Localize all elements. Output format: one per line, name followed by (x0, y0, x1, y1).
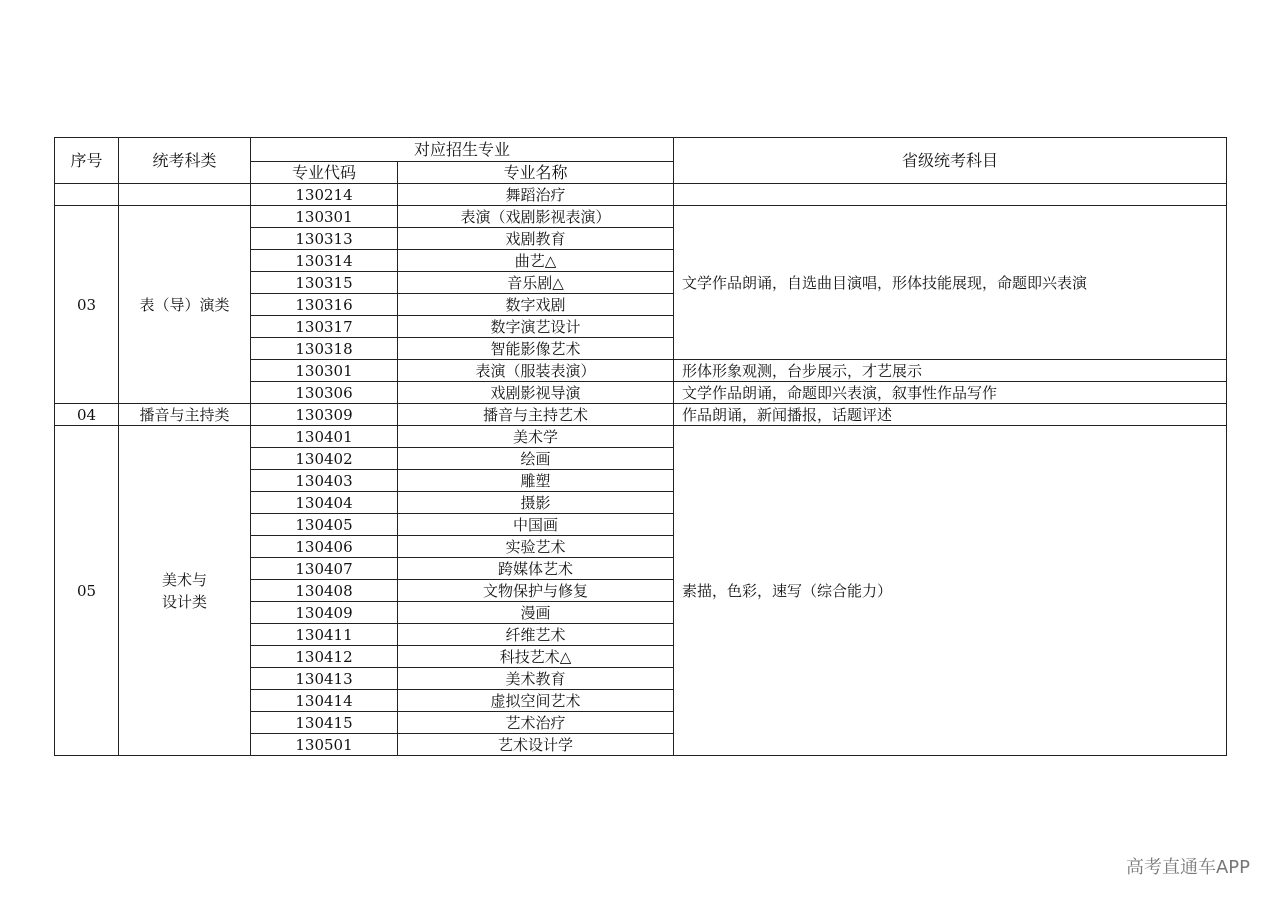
major-name: 数字演艺设计 (398, 316, 674, 338)
header-category: 统考科类 (119, 138, 251, 184)
exam-cell: 素描，色彩，速写（综合能力） (674, 426, 1227, 756)
major-code: 130401 (251, 426, 398, 448)
major-name: 播音与主持艺术 (398, 404, 674, 426)
major-name: 美术学 (398, 426, 674, 448)
major-name: 表演（服装表演） (398, 360, 674, 382)
major-code: 130409 (251, 602, 398, 624)
seq-cell: 03 (55, 206, 119, 404)
table-row (55, 426, 1227, 448)
major-name: 跨媒体艺术 (398, 558, 674, 580)
major-code: 130412 (251, 646, 398, 668)
major-code: 130407 (251, 558, 398, 580)
major-name: 绘画 (398, 448, 674, 470)
major-code: 130405 (251, 514, 398, 536)
header-seq: 序号 (55, 138, 119, 184)
major-name: 智能影像艺术 (398, 338, 674, 360)
major-code: 130411 (251, 624, 398, 646)
major-code: 130309 (251, 404, 398, 426)
major-name: 实验艺术 (398, 536, 674, 558)
major-name: 雕塑 (398, 470, 674, 492)
major-name: 表演（戏剧影视表演） (398, 206, 674, 228)
major-code: 130306 (251, 382, 398, 404)
major-code: 130214 (251, 184, 398, 206)
seq-cell: 04 (55, 404, 119, 426)
major-code: 130415 (251, 712, 398, 734)
seq-cell: 05 (55, 426, 119, 756)
header-exam-subjects: 省级统考科目 (674, 138, 1227, 184)
seq-cell (55, 184, 119, 206)
major-code: 130314 (251, 250, 398, 272)
exam-cell: 文学作品朗诵，命题即兴表演，叙事性作品写作 (674, 382, 1227, 404)
major-name: 漫画 (398, 602, 674, 624)
major-name: 艺术设计学 (398, 734, 674, 756)
major-code: 130406 (251, 536, 398, 558)
major-code: 130313 (251, 228, 398, 250)
major-name: 文物保护与修复 (398, 580, 674, 602)
major-code: 130301 (251, 206, 398, 228)
major-code: 130318 (251, 338, 398, 360)
major-code: 130501 (251, 734, 398, 756)
major-code: 130316 (251, 294, 398, 316)
major-name: 舞蹈治疗 (398, 184, 674, 206)
header-major-code: 专业代码 (251, 162, 398, 184)
category-cell: 播音与主持类 (119, 404, 251, 426)
major-code: 130413 (251, 668, 398, 690)
major-code: 130317 (251, 316, 398, 338)
major-name: 中国画 (398, 514, 674, 536)
category-cell (119, 184, 251, 206)
major-code: 130414 (251, 690, 398, 712)
major-code: 130301 (251, 360, 398, 382)
category-cell: 表（导）演类 (119, 206, 251, 404)
table-row (55, 404, 1227, 426)
major-name: 纤维艺术 (398, 624, 674, 646)
major-code: 130315 (251, 272, 398, 294)
major-name: 科技艺术△ (398, 646, 674, 668)
major-name: 艺术治疗 (398, 712, 674, 734)
major-name: 戏剧影视导演 (398, 382, 674, 404)
header-major-name: 专业名称 (398, 162, 674, 184)
exam-cell: 作品朗诵，新闻播报，话题评述 (674, 404, 1227, 426)
major-name: 音乐剧△ (398, 272, 674, 294)
category-cell (119, 426, 251, 756)
watermark: 高考直通车APP (1125, 857, 1250, 878)
major-name: 曲艺△ (398, 250, 674, 272)
header-major-group: 对应招生专业 (251, 138, 674, 162)
exam-cell (674, 184, 1227, 206)
major-name: 摄影 (398, 492, 674, 514)
major-code: 130403 (251, 470, 398, 492)
major-name: 美术教育 (398, 668, 674, 690)
table-row (55, 206, 1227, 228)
exam-cell: 形体形象观测，台步展示，才艺展示 (674, 360, 1227, 382)
major-code: 130404 (251, 492, 398, 514)
exam-cell: 文学作品朗诵，自选曲目演唱，形体技能展现，命题即兴表演 (674, 206, 1227, 360)
major-code: 130402 (251, 448, 398, 470)
major-name: 虚拟空间艺术 (398, 690, 674, 712)
category-line: 设计类 (161, 592, 207, 611)
table-row (55, 184, 1227, 206)
admissions-table (54, 137, 1227, 756)
category-line: 美术与 (161, 570, 207, 589)
major-name: 戏剧教育 (398, 228, 674, 250)
major-code: 130408 (251, 580, 398, 602)
major-name: 数字戏剧 (398, 294, 674, 316)
